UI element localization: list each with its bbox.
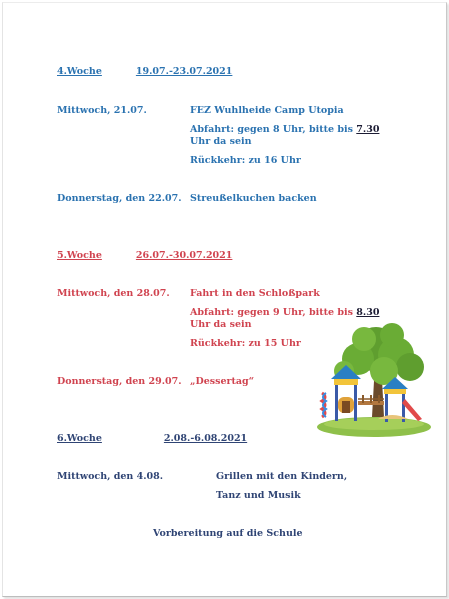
week4-thu-title: Streußelkuchen backen [190,193,317,204]
week6-wed-day: Mittwoch, den 4.08. [57,471,164,482]
playground-illustration-icon [314,321,432,441]
week5-wed-title: Fahrt in den Schloßpark [190,288,320,299]
week6-label: 6.Woche [57,433,102,444]
week4-wed-arrive: Uhr da sein [190,136,252,147]
week6-dates: 2.08.-6.08.2021 [163,433,248,444]
week4-departure-text: Abfahrt: gegen 8 Uhr, bitte bis [190,124,353,135]
week5-heading [57,250,232,262]
week4-wed-day: Mittwoch, 21.07. [57,105,147,116]
week6-wed-title-line2: Tanz und Musik [216,490,301,501]
week4-wed-title: FEZ Wuhlheide Camp Utopia [190,105,344,116]
week4-dates: 19.07.-23.07.2021 [135,66,233,77]
week6-wed-title-line1: Grillen mit den Kindern, [216,471,348,482]
week5-wed-day: Mittwoch, den 28.07. [57,288,170,299]
week4-departure-time: 7.30 [356,124,380,135]
week5-wed-departure [190,307,379,319]
week5-wed-arrive: Uhr da sein [190,319,252,330]
week4-heading [57,66,232,78]
week4-thu-day: Donnerstag, den 22.07. [57,193,182,204]
week5-departure-text: Abfahrt: gegen 9 Uhr, bitte bis [190,307,353,318]
week5-thu-title: „Dessertag“ [190,376,255,387]
week4-wed-departure [190,124,379,136]
week5-label: 5.Woche [57,250,102,261]
week5-departure-time: 8.30 [356,307,380,318]
week6-heading [57,433,247,445]
week5-wed-return: Rückkehr: zu 15 Uhr [190,338,301,349]
week4-wed-return: Rückkehr: zu 16 Uhr [190,155,301,166]
week4-label: 4.Woche [57,66,102,77]
week5-dates: 26.07.-30.07.2021 [135,250,233,261]
week5-thu-day: Donnerstag, den 29.07. [57,376,182,387]
week6-footer: Vorbereitung auf die Schule [153,528,303,539]
